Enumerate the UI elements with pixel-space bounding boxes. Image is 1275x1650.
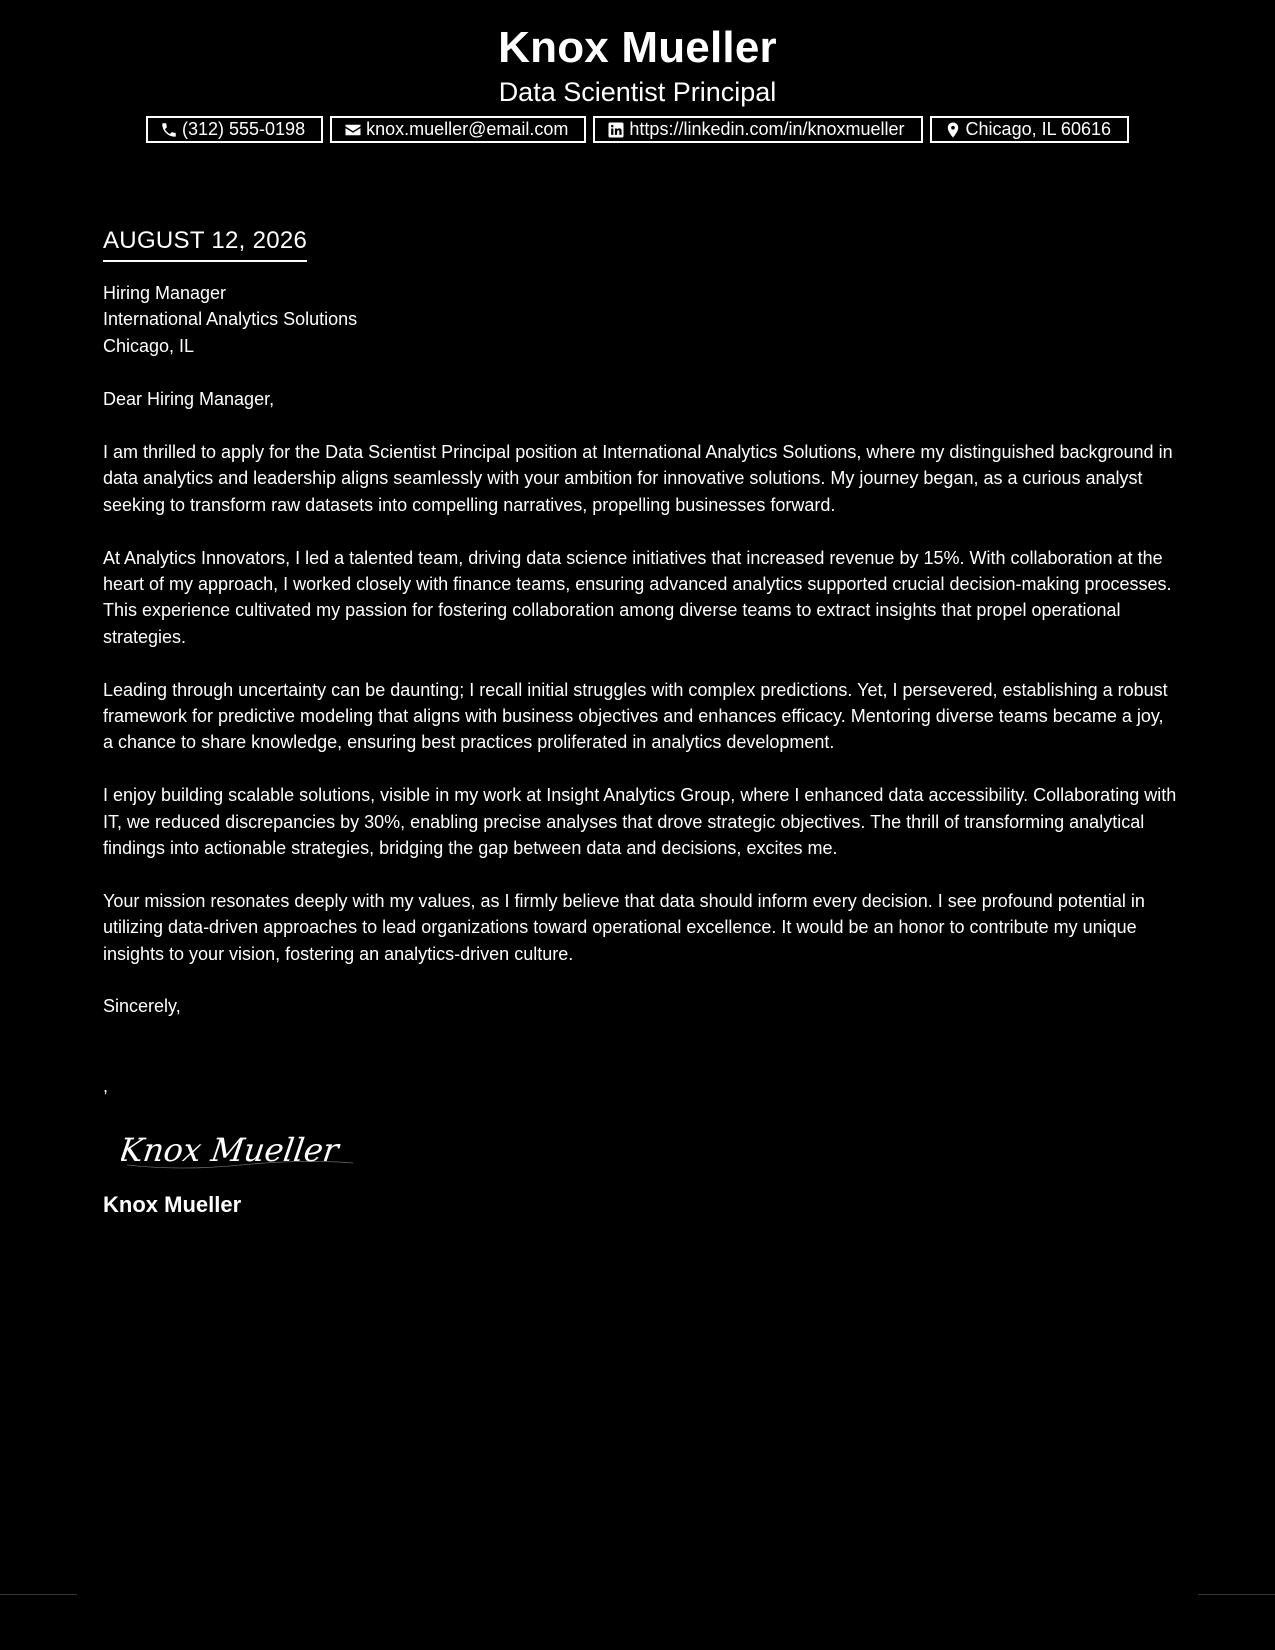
recipient-block <box>103 280 1178 359</box>
signature-text: Knox Mueller <box>121 1131 342 1170</box>
handwritten-signature <box>121 1125 1178 1173</box>
location-contact[interactable] <box>930 116 1129 143</box>
footer-divider-left <box>0 1594 77 1595</box>
signature-image <box>121 1125 361 1173</box>
body-paragraph: Your mission resonates deeply with my values, as I firmly believe that data should inform every decision. I see profound potential in utilizing data-driven approaches to lead organizations toward operational excellence. It would be an honor to contribute my unique insights to your vision, fostering an analytics-driven culture. <box>103 890 1145 964</box>
linkedin-icon <box>607 121 625 139</box>
letter-date: AUGUST 12, 2026 <box>103 224 307 262</box>
linkedin-contact[interactable] <box>593 116 922 143</box>
comma-line: , <box>103 1075 109 1096</box>
salutation: Dear Hiring Manager, <box>103 389 275 410</box>
footer-divider-right <box>1198 1594 1275 1595</box>
closing: Sincerely, <box>103 996 181 1017</box>
applicant-name: Knox Mueller <box>498 23 777 72</box>
letter-body <box>103 224 1178 1219</box>
recipient-company: International Analytics Solutions <box>103 309 358 330</box>
recipient-line: Hiring Manager <box>103 283 227 303</box>
body-paragraph: Leading through uncertainty can be daunting; I recall initial struggles with complex predictions. Yet, I persevered, establishing a robust framework for predictive modeling that aligns with business objectives and enhances efficacy. Mentoring diverse teams became a joy, a chance to share knowledge, ensuring best practices proliferated in analytics development. <box>103 679 1168 753</box>
phone-text: (312) 555-0198 <box>181 119 306 139</box>
letter-header <box>0 0 1275 143</box>
phone-icon <box>160 121 178 139</box>
applicant-title: Data Scientist Principal <box>498 77 777 107</box>
body-paragraph: I am thrilled to apply for the Data Scientist Principal position at International Analytics Solutions, where my distinguished background in data analytics and leadership aligns seamlessly with your ambition for innovative solutions. My journey began, as a curious analyst seeking to transform raw datasets into compelling narratives, propelling businesses forward. <box>103 442 1173 515</box>
recipient-location: Chicago, IL <box>103 335 195 356</box>
body-paragraph: I enjoy building scalable solutions, visible in my work at Insight Analytics Group, where I enhanced data accessibility. Collaborating with IT, we reduced discrepancies by 30%, enabling precise analyses that drove strategic objectives. The thrill of transforming analytical findings into actionable strategies, bridging the gap between data and decisions, excites me. <box>103 785 1177 859</box>
contact-bar <box>0 116 1275 143</box>
phone-contact[interactable] <box>146 116 323 143</box>
location-text: Chicago, IL 60616 <box>965 119 1111 139</box>
body-paragraph: At Analytics Innovators, I led a talented team, driving data science initiatives that increased revenue by 15%. With collaboration at the heart of my approach, I worked closely with finance teams, ensuring advanced analytics supported crucial decision-making processes. This experience cultivated my passion for fostering collaboration among diverse teams to extract insights that propel operational strategies. <box>103 547 1172 647</box>
envelope-icon <box>344 121 362 139</box>
signer-name: Knox Mueller <box>103 1192 242 1218</box>
email-text: knox.mueller@email.com <box>366 119 569 139</box>
map-marker-icon <box>944 121 962 139</box>
linkedin-text: https://linkedin.com/in/knoxmueller <box>629 119 905 139</box>
email-contact[interactable] <box>330 116 586 143</box>
